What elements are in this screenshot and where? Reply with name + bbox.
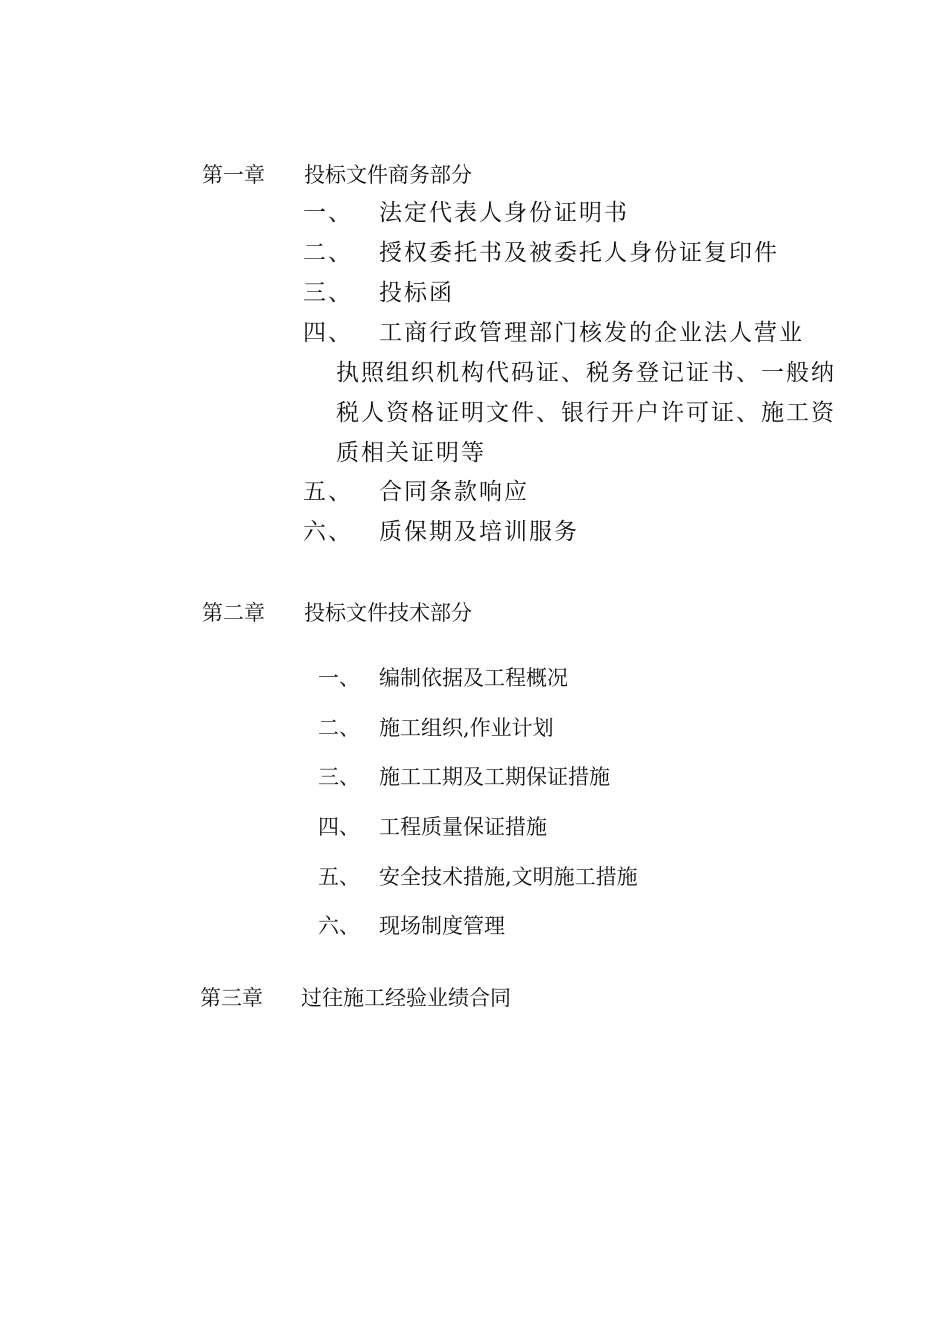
chapter-2-item-3-number: 三、 [318,765,360,789]
chapter-1-item-4-number: 四、 [303,320,353,346]
chapter-2-item-5-text: 安全技术措施,文明施工措施 [379,865,638,889]
chapter-2-item-4-text: 工程质量保证措施 [379,815,547,839]
chapter-1-item-4-line-4: 质相关证明等 [336,440,486,466]
chapter-1-item-5-text: 合同条款响应 [379,479,529,505]
chapter-1-item-1-text: 法定代表人身份证明书 [379,200,629,226]
chapter-3-title: 过往施工经验业绩合同 [301,986,511,1010]
chapter-1-number: 第一章 [202,163,265,187]
chapter-2-item-2-text: 施工组织,作业计划 [379,716,554,740]
chapter-3-number: 第三章 [200,986,263,1010]
chapter-2-item-6-text: 现场制度管理 [379,914,505,938]
chapter-1-item-6-text: 质保期及培训服务 [379,519,579,545]
chapter-2-item-2-number: 二、 [318,716,360,740]
chapter-2-item-1-text: 编制依据及工程概况 [379,666,568,690]
chapter-2-title: 投标文件技术部分 [304,601,472,625]
chapter-1-item-2-number: 二、 [303,240,353,266]
chapter-2-item-1-number: 一、 [318,666,360,690]
chapter-2-item-5-number: 五、 [318,865,360,889]
chapter-2-item-6-number: 六、 [318,914,360,938]
chapter-2-item-3-text: 施工工期及工期保证措施 [379,765,610,789]
chapter-1-item-1-number: 一、 [303,200,353,226]
chapter-2-number: 第二章 [202,601,265,625]
chapter-1-item-4-text: 工商行政管理部门核发的企业法人营业 [379,320,804,346]
chapter-2-item-4-number: 四、 [318,815,360,839]
chapter-1-item-6-number: 六、 [303,519,353,545]
chapter-1-item-3-number: 三、 [303,280,353,306]
chapter-1-item-3-text: 投标函 [379,280,454,306]
chapter-1-item-5-number: 五、 [303,479,353,505]
chapter-1-item-4-line-2: 执照组织机构代码证、税务登记证书、一般纳 [336,360,836,386]
chapter-1-item-4-continuation [336,353,836,473]
chapter-1-item-2-text: 授权委托书及被委托人身份证复印件 [379,240,779,266]
chapter-1-item-4-line-3: 税人资格证明文件、银行开户许可证、施工资 [336,400,836,426]
chapter-1-title: 投标文件商务部分 [304,163,472,187]
